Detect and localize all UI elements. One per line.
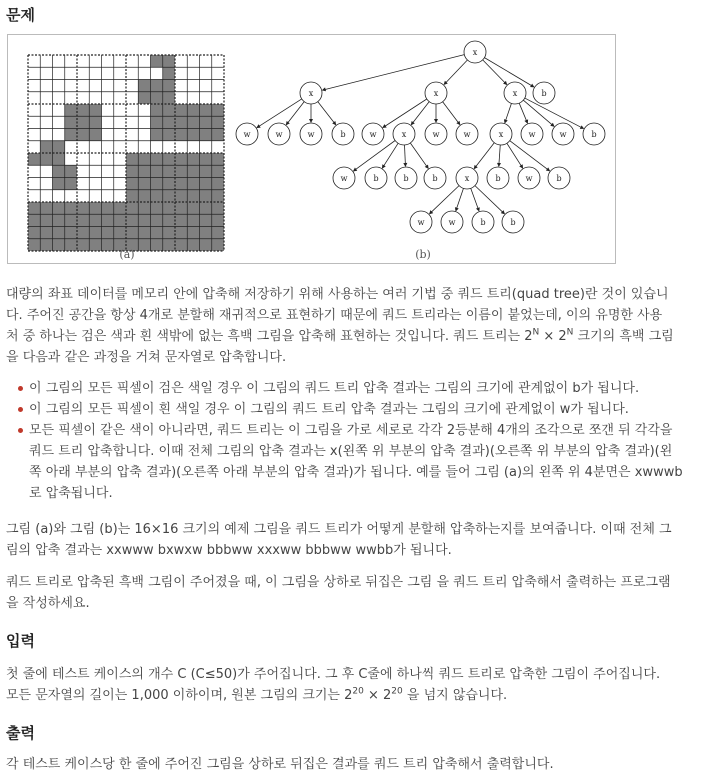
tree-arrowhead xyxy=(353,168,357,172)
tree-node-label: x xyxy=(498,130,504,139)
tree-node-label: b xyxy=(403,174,409,183)
input-heading: 입력 xyxy=(6,632,35,650)
tree-node-label: w xyxy=(340,174,348,183)
tree-node-label: w xyxy=(243,130,251,139)
exponent-n-2: N xyxy=(566,327,574,338)
dark-pixel-block xyxy=(163,67,175,79)
tree-arrowhead xyxy=(497,163,501,167)
tree-edge xyxy=(288,102,305,123)
tree-node-label: x xyxy=(401,130,407,139)
input-line-2 xyxy=(6,685,702,706)
problem-heading: 문제 xyxy=(6,6,35,24)
example-line-2: 림의 압축 결과는 xxwww bxwxw bbbww xxxww bbbww wwbb가 됩니다. xyxy=(6,543,452,558)
tree-arrowhead xyxy=(474,165,478,169)
times-sign-2: × 2 xyxy=(363,688,392,703)
description-paragraph xyxy=(6,284,702,368)
desc-line-3-text: 처 중 하나는 검은 색과 흰 색밖에 없는 흑백 그림을 압축해 표현하는 것입니다. 쿼드 트리는 2 xyxy=(6,329,533,344)
exponent-n: N xyxy=(532,327,540,338)
tree-edge xyxy=(484,58,532,86)
tree-node-label: w xyxy=(417,218,425,227)
rule-split-line-4: 로 압축됩니다. xyxy=(29,486,113,501)
exponent-20-2: 20 xyxy=(391,686,403,697)
tree-edge xyxy=(384,143,399,166)
tree-arrowhead xyxy=(332,121,336,125)
task-line-2: 을 작성하세요. xyxy=(6,596,90,611)
tree-arrowhead xyxy=(425,165,429,169)
tree-arrowhead xyxy=(455,207,459,211)
tree-node-label: w xyxy=(528,130,536,139)
tree-node-label: x xyxy=(472,48,478,57)
rule-white: 이 그림의 모든 픽셀이 흰 색일 경우 이 그림의 쿼드 트리 압축 결과는 그림의 크기에 관계없이 w가 됩니다. xyxy=(6,399,702,420)
tree-node-label: w xyxy=(307,130,315,139)
tree-node-label: b xyxy=(373,174,379,183)
tree-node-label: b xyxy=(541,89,547,98)
tree-node-label: w xyxy=(448,218,456,227)
figure-svg xyxy=(8,35,615,263)
tree-edge xyxy=(510,141,548,170)
tree-edge xyxy=(446,60,468,83)
tree-edge xyxy=(507,143,522,166)
desc-line-1: 대량의 좌표 데이터를 메모리 안에 압축해 저장하기 위해 사용하는 여러 기법 중 쿼드 트리(quad tree)란 것이 있습니 xyxy=(6,287,669,302)
tree-arrowhead xyxy=(546,167,550,171)
tree-node-label: b xyxy=(340,130,346,139)
tree-arrowhead xyxy=(403,163,407,167)
tree-arrowhead xyxy=(434,119,438,123)
tree-arrowhead xyxy=(504,119,508,123)
quadtree-figure xyxy=(7,34,616,264)
example-paragraph xyxy=(6,519,702,561)
tree-node-label: b xyxy=(510,218,516,227)
times-sign: × 2 xyxy=(539,329,567,344)
tree-arrowhead xyxy=(456,121,460,125)
tree-edge xyxy=(471,188,478,209)
tree-node-label: x xyxy=(433,89,439,98)
tree-arrowhead xyxy=(382,124,386,128)
example-line-1: 그림 (a)와 그림 (b)는 16×16 크기의 예제 그림을 쿼드 트리가 어떻게 분할해 압축하는지를 보여줍니다. 이때 전체 그 xyxy=(6,522,672,537)
desc-line-4: 을 다음과 같은 과정을 거쳐 문자열로 압축합니다. xyxy=(6,350,287,365)
tree-edge xyxy=(499,145,500,164)
tree-node-label: w xyxy=(275,130,283,139)
tree-edge xyxy=(413,102,430,123)
input-paragraph xyxy=(6,664,702,706)
rule-split xyxy=(6,420,702,504)
tree-edge xyxy=(318,102,335,123)
tree-arrowhead xyxy=(411,121,415,125)
tree-node-label: w xyxy=(463,130,471,139)
input-line-1: 첫 줄에 테스트 케이스의 개수 C (C≤50)가 주어집니다. 그 후 C줄에 하나씩 쿼드 트리로 압축한 그림이 주어집니다. xyxy=(6,667,661,682)
tree-node-label: x xyxy=(512,89,518,98)
output-paragraph xyxy=(6,754,702,775)
rules-list xyxy=(6,378,702,504)
input-line-2-end: 을 넘지 않습니다. xyxy=(402,688,508,703)
tree-node-label: w xyxy=(525,174,533,183)
rule-split-line-1: 모든 픽셀이 같은 색이 아니라면, 쿼드 트리는 이 그림을 가로 세로로 각각 2등분해 4개의 조각으로 쪼갠 뒤 각각을 xyxy=(29,423,673,438)
dark-pixel-block xyxy=(28,153,40,165)
tree-arrowhead xyxy=(382,164,386,168)
pixel-grid xyxy=(28,55,224,251)
tree-node-label: b xyxy=(495,174,501,183)
rule-split-line-2: 쿼드 트리 압축합니다. 이때 전체 그림의 압축 결과는 x(왼쪽 위 부분의 압축 결과)(오른쪽 위 부분의 압축 결과)(왼 xyxy=(29,444,673,459)
tree-edge xyxy=(519,103,526,121)
task-paragraph xyxy=(6,572,702,614)
tree-node-label: w xyxy=(559,130,567,139)
tree-node-label: x xyxy=(464,174,470,183)
tree-node-label: b xyxy=(480,218,486,227)
tree-node-label: b xyxy=(591,130,597,139)
task-line-1: 쿼드 트리로 압축된 흑백 그림이 주어졌을 때, 이 그림을 상하로 뒤집은 그림 을 쿼드 트리 압축해서 출력하는 프로그램 xyxy=(6,575,671,590)
rule-black: 이 그림의 모든 픽셀이 검은 색일 경우 이 그림의 쿼드 트리 압축 결과는 그림의 크기에 관계없이 b가 됩니다. xyxy=(6,378,702,399)
exponent-20: 20 xyxy=(352,686,364,697)
tree-node-label: x xyxy=(308,89,314,98)
desc-line-3-end: 크기의 흑백 그림 xyxy=(573,329,674,344)
output-line-1: 각 테스트 케이스당 한 줄에 주어진 그림을 상하로 뒤집은 결과를 쿼드 트리 압축해서 출력합니다. xyxy=(6,757,554,772)
desc-line-2: 다. 주어진 공간을 항상 4개로 분할해 재귀적으로 표현하기 때문에 쿼드 트리라는 이름이 붙었는데, 이의 유명한 사용 xyxy=(6,308,663,323)
tree-arrowhead xyxy=(256,124,260,128)
desc-line-3 xyxy=(6,326,702,347)
caption-b: (b) xyxy=(415,248,431,261)
tree-arrowhead xyxy=(322,87,326,91)
tree-edge xyxy=(410,143,427,167)
output-heading: 출력 xyxy=(6,724,35,742)
caption-a: (a) xyxy=(119,248,135,261)
rule-split-line-3: 쪽 아래 부분의 압축 결과)(오른쪽 아래 부분의 압축 결과)가 됩니다. 예를 들어 그림 (a)의 왼쪽 위 4분면은 xwwwb xyxy=(29,465,683,480)
tree-arrowhead xyxy=(286,121,290,125)
tree-node-label: b xyxy=(556,174,562,183)
tree-edge xyxy=(431,186,459,213)
dark-pixel-block xyxy=(65,104,102,141)
tree-node-label: w xyxy=(369,130,377,139)
tree-edge xyxy=(457,188,464,208)
quad-tree-diagram xyxy=(236,41,605,233)
tree-arrowhead xyxy=(519,164,523,168)
tree-edge xyxy=(476,143,495,167)
tree-edge xyxy=(404,145,405,164)
input-line-2-text: 모든 문자열의 길이는 1,000 이하이며, 원본 그림의 크기는 2 xyxy=(6,688,353,703)
tree-edge xyxy=(443,102,459,123)
tree-arrowhead xyxy=(309,119,313,123)
tree-node-label: w xyxy=(432,130,440,139)
tree-node-label: b xyxy=(432,174,438,183)
tree-edge xyxy=(506,103,512,120)
